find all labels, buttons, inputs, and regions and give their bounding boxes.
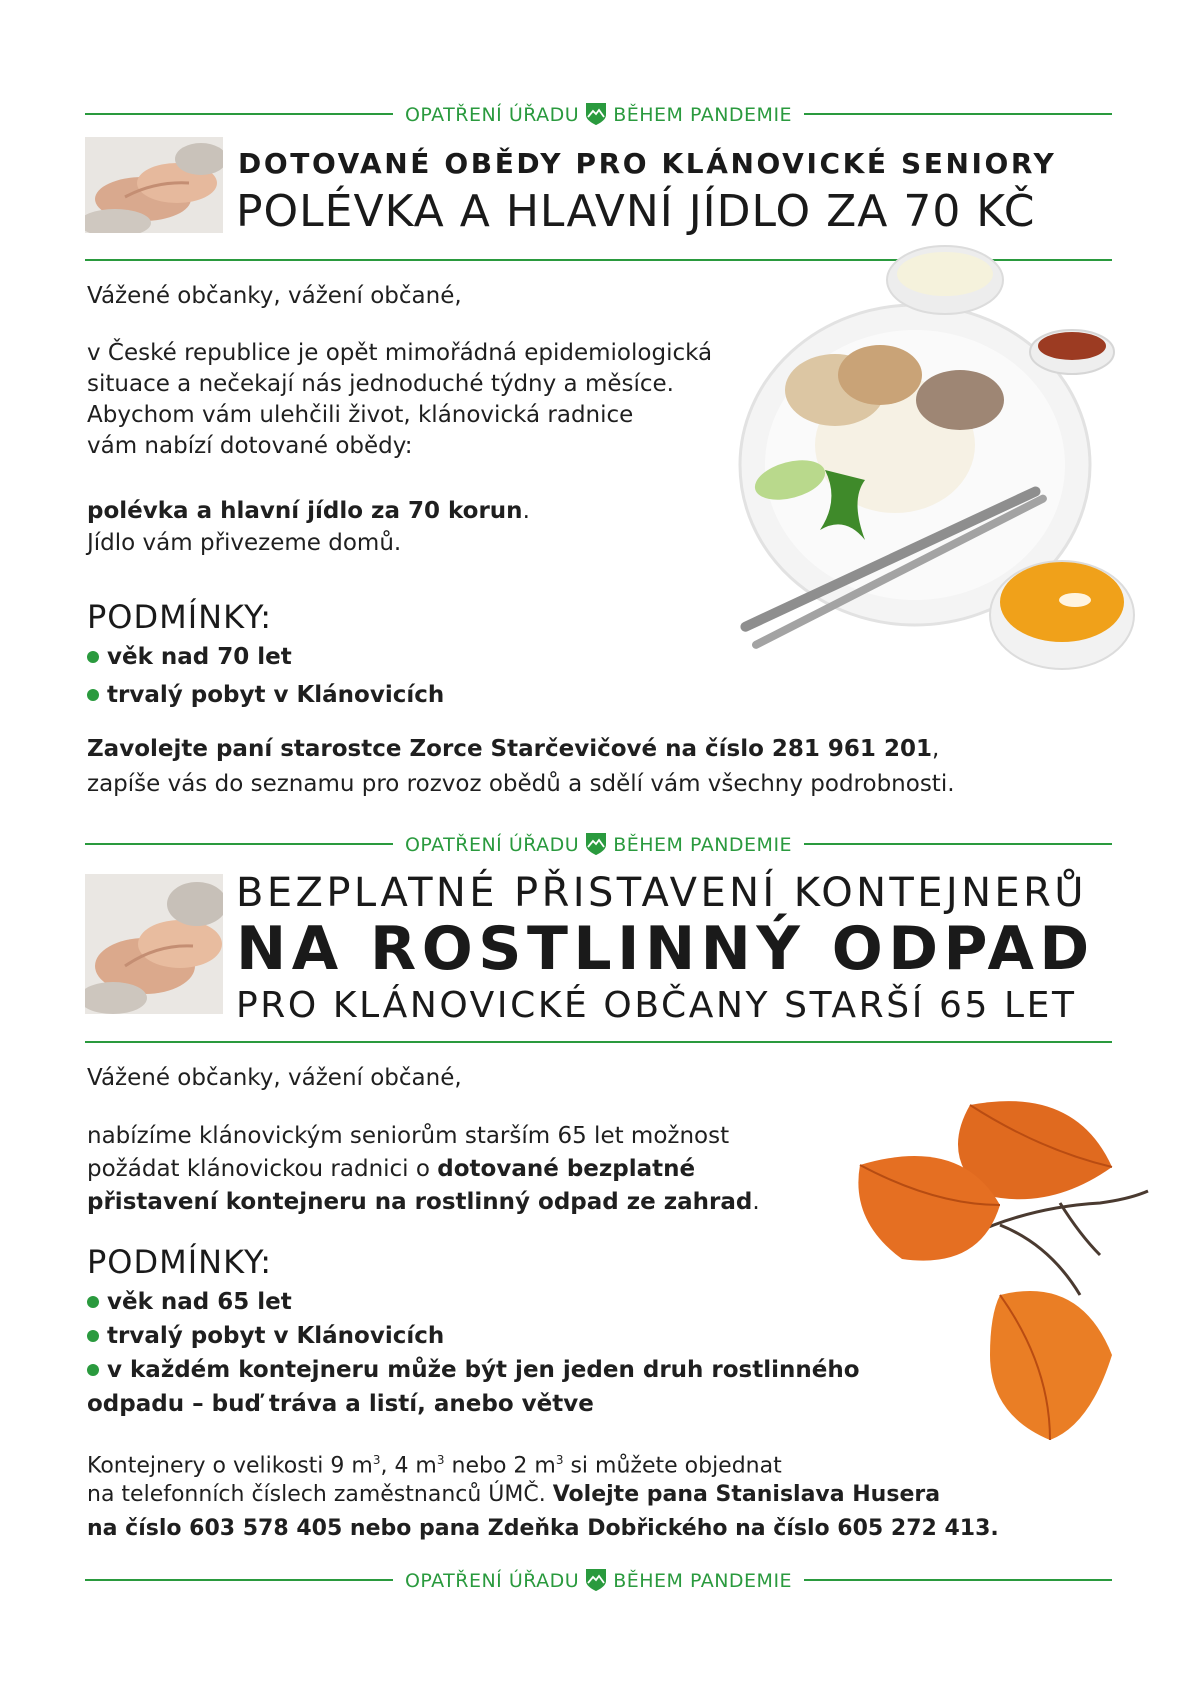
divider-label-right: BĚHEM PANDEMIE xyxy=(613,1570,793,1592)
section2-line-2: NA ROSTLINNÝ ODPAD xyxy=(236,914,1095,984)
cont-a: Kontejnery o velikosti 9 m xyxy=(87,1453,373,1479)
section2-condition-1 xyxy=(87,1287,292,1318)
section-divider-middle xyxy=(85,832,1112,856)
section1-paragraph-line-4: vám nabízí dotované obědy: xyxy=(87,433,413,459)
p2-bold: dotované bezplatné xyxy=(437,1156,696,1182)
section2-greeting: Vážené občanky, vážení občané, xyxy=(87,1065,462,1091)
bullet-icon xyxy=(87,1364,99,1376)
condition-text: trvalý pobyt v Klánovicích xyxy=(107,1323,445,1349)
section1-paragraph-line-2: situace a nečekají nás jednoduché týdny a měsíce. xyxy=(87,371,674,397)
bullet-icon xyxy=(87,1296,99,1308)
condition-text: trvalý pobyt v Klánovicích xyxy=(107,682,445,708)
divider-label-right: BĚHEM PANDEMIE xyxy=(613,104,793,126)
p3-end: . xyxy=(752,1189,760,1215)
section2-conditions-title: PODMÍNKY: xyxy=(87,1243,273,1281)
condition-text: věk nad 65 let xyxy=(107,1289,292,1315)
shield-logo-icon xyxy=(585,1568,607,1592)
divider-label-left: OPATŘENÍ ÚŘADU xyxy=(404,1570,580,1592)
condition-text: v každém kontejneru může být jen jeden druh rostlinného xyxy=(107,1357,860,1383)
hands-photo-2 xyxy=(85,874,223,1014)
call-end: , xyxy=(931,736,940,762)
offer-bold: polévka a hlavní jídlo za 70 korun xyxy=(87,498,523,524)
cont2-normal: na telefonních číslech zaměstnanců ÚMČ. xyxy=(87,1482,553,1507)
section2-condition-2 xyxy=(87,1321,444,1352)
cont2-bold: Volejte pana Stanislava Husera xyxy=(552,1482,941,1507)
shield-logo-icon xyxy=(585,102,607,126)
p2-normal: požádat klánovickou radnici o xyxy=(87,1156,438,1182)
cont-d: si můžete objednat xyxy=(563,1453,782,1479)
superscript: 3 xyxy=(436,1453,445,1467)
section-divider-bottom xyxy=(85,1568,1112,1592)
cont-c: nebo 2 m xyxy=(444,1453,556,1479)
containers-line-1 xyxy=(87,1445,782,1481)
divider-label-right: BĚHEM PANDEMIE xyxy=(613,834,793,856)
section1-greeting: Vážené občanky, vážení občané, xyxy=(87,283,462,309)
section2-rule xyxy=(85,1041,1112,1043)
section1-paragraph-line-3: Abychom vám ulehčili život, klánovická radnice xyxy=(87,402,634,428)
condition-text: věk nad 70 let xyxy=(107,644,292,670)
section2-condition-3 xyxy=(87,1355,860,1386)
superscript: 3 xyxy=(555,1453,564,1467)
divider-label-left: OPATŘENÍ ÚŘADU xyxy=(404,834,580,856)
shield-logo-icon xyxy=(585,832,607,856)
section1-offer xyxy=(87,496,530,527)
section2-paragraph-line-1: nabízíme klánovickým seniorům starším 65 let možnost xyxy=(87,1123,730,1149)
offer-end: . xyxy=(522,498,530,524)
food-plate-illustration xyxy=(735,240,1145,690)
bullet-icon xyxy=(87,651,99,663)
p3-bold: přistavení kontejneru na rostlinný odpad ze zahrad xyxy=(87,1189,753,1215)
section2-condition-3-continued: odpadu – buď tráva a listí, anebo větve xyxy=(87,1391,594,1417)
section1-conditions-title: PODMÍNKY: xyxy=(87,598,273,636)
section1-call-line-2: zapíše vás do seznamu pro rozvoz obědů a sdělí vám všechny podrobnosti. xyxy=(87,771,955,797)
section1-paragraph-line-1: v České republice je opět mimořádná epidemiologická xyxy=(87,340,713,366)
cont-b: , 4 m xyxy=(380,1453,437,1479)
hands-photo xyxy=(85,137,223,233)
section2-paragraph-line-2 xyxy=(87,1154,695,1185)
section1-kicker: DOTOVANÉ OBĚDY PRO KLÁNOVICKÉ SENIORY xyxy=(238,147,1057,180)
section1-delivery: Jídlo vám přivezeme domů. xyxy=(87,530,402,556)
containers-line-2 xyxy=(87,1479,940,1510)
containers-line-3: na číslo 603 578 405 nebo pana Zdeňka Dobřického na číslo 605 272 413. xyxy=(87,1516,999,1541)
superscript: 3 xyxy=(372,1453,381,1467)
section2-paragraph-line-3 xyxy=(87,1187,760,1218)
divider-label-left: OPATŘENÍ ÚŘADU xyxy=(404,104,580,126)
bullet-icon xyxy=(87,1330,99,1342)
call-bold: Zavolejte paní starostce Zorce Starčevičové na číslo 281 961 201 xyxy=(87,736,932,762)
section2-line-1: BEZPLATNÉ PŘISTAVENÍ KONTEJNERŮ xyxy=(236,870,1087,916)
section1-condition-2 xyxy=(87,680,444,711)
section-divider-top xyxy=(85,102,1112,126)
section1-condition-1 xyxy=(87,642,292,673)
section1-headline: POLÉVKA A HLAVNÍ JÍDLO ZA 70 KČ xyxy=(236,186,1036,237)
autumn-leaves-illustration xyxy=(850,1095,1150,1440)
section2-line-3: PRO KLÁNOVICKÉ OBČANY STARŠÍ 65 LET xyxy=(236,985,1077,1026)
bullet-icon xyxy=(87,689,99,701)
section1-call xyxy=(87,734,939,765)
